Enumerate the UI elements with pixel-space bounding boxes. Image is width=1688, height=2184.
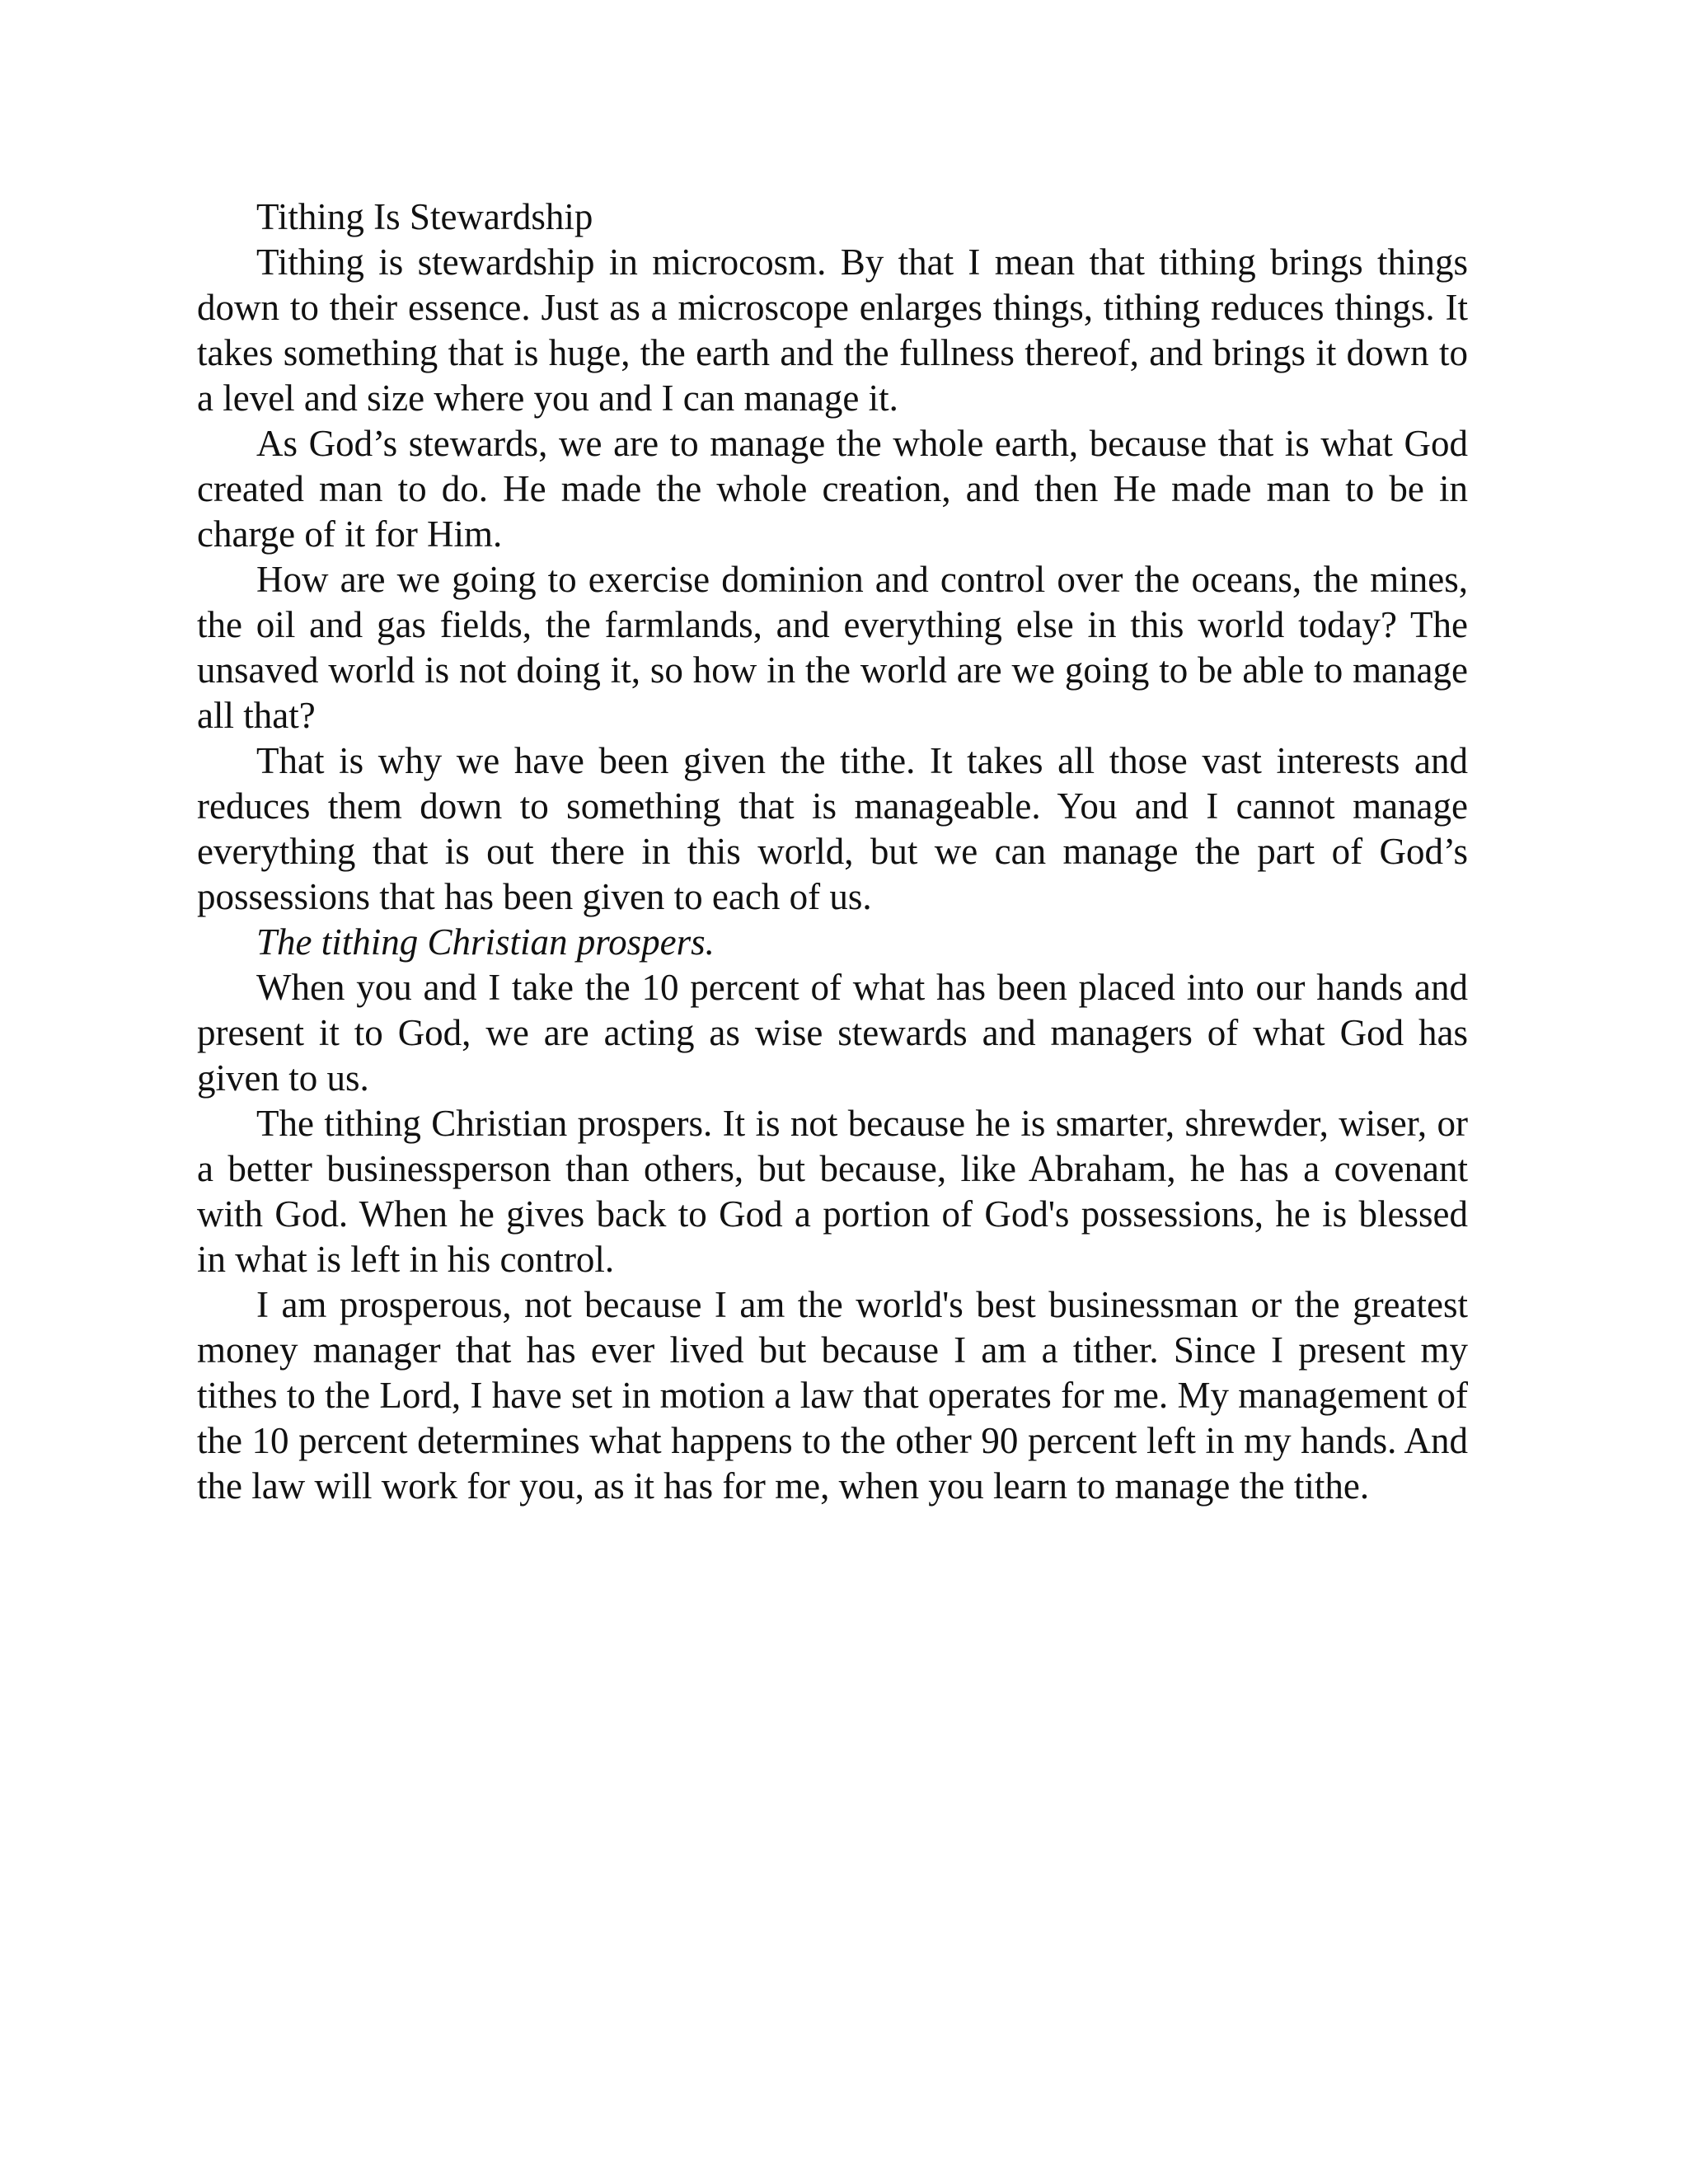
paragraph-7: I am prosperous, not because I am the world's best businessman or the greatest money manager that has ever lived but because I am a tither. Since I present my tithes to the Lord, I have set in motion a law that operates for me. My management of the 10 percent determines what happens to the other 90 percent left in my hands. And the law will work for you, as it has for me, when you learn to manage the tithe. bbox=[197, 1284, 1468, 1507]
paragraph-4: That is why we have been given the tithe. It takes all those vast interests and reduces them down to something that is manageable. You and I cannot manage everything that is out there in this world, but we can manage the part of God’s possessions that has been given to each of us. bbox=[197, 740, 1468, 917]
paragraph-3: How are we going to exercise dominion and control over the oceans, the mines, the oil and gas fields, the farmlands, and everything else in this world today? The unsaved world is not doing it, so how in the world are we going to be able to manage all that? bbox=[197, 559, 1468, 736]
paragraph-6: The tithing Christian prospers. It is not because he is smarter, shrewder, wiser, or a better businessperson than others, but because, like Abraham, he has a covenant with God. When he gives back to God a portion of God's possessions, he is blessed in what is left in his control. bbox=[197, 1103, 1468, 1280]
document-body bbox=[197, 194, 1468, 1509]
document-title: Tithing Is Stewardship bbox=[256, 196, 593, 237]
paragraph-2: As God’s stewards, we are to manage the whole earth, because that is what God created man to do. He made the whole creation, and then He made man to be in charge of it for Him. bbox=[197, 423, 1468, 555]
paragraph-5: When you and I take the 10 percent of what has been placed into our hands and present it to God, we are acting as wise stewards and managers of what God has given to us. bbox=[197, 967, 1468, 1099]
italic-subheading: The tithing Christian prospers. bbox=[256, 921, 715, 963]
paragraph-1: Tithing is stewardship in microcosm. By that I mean that tithing brings things down to their essence. Just as a microscope enlarges things, tithing reduces things. It takes something that is huge, the earth and the fullness thereof, and brings it down to a level and size where you and I can manage it. bbox=[197, 241, 1468, 419]
